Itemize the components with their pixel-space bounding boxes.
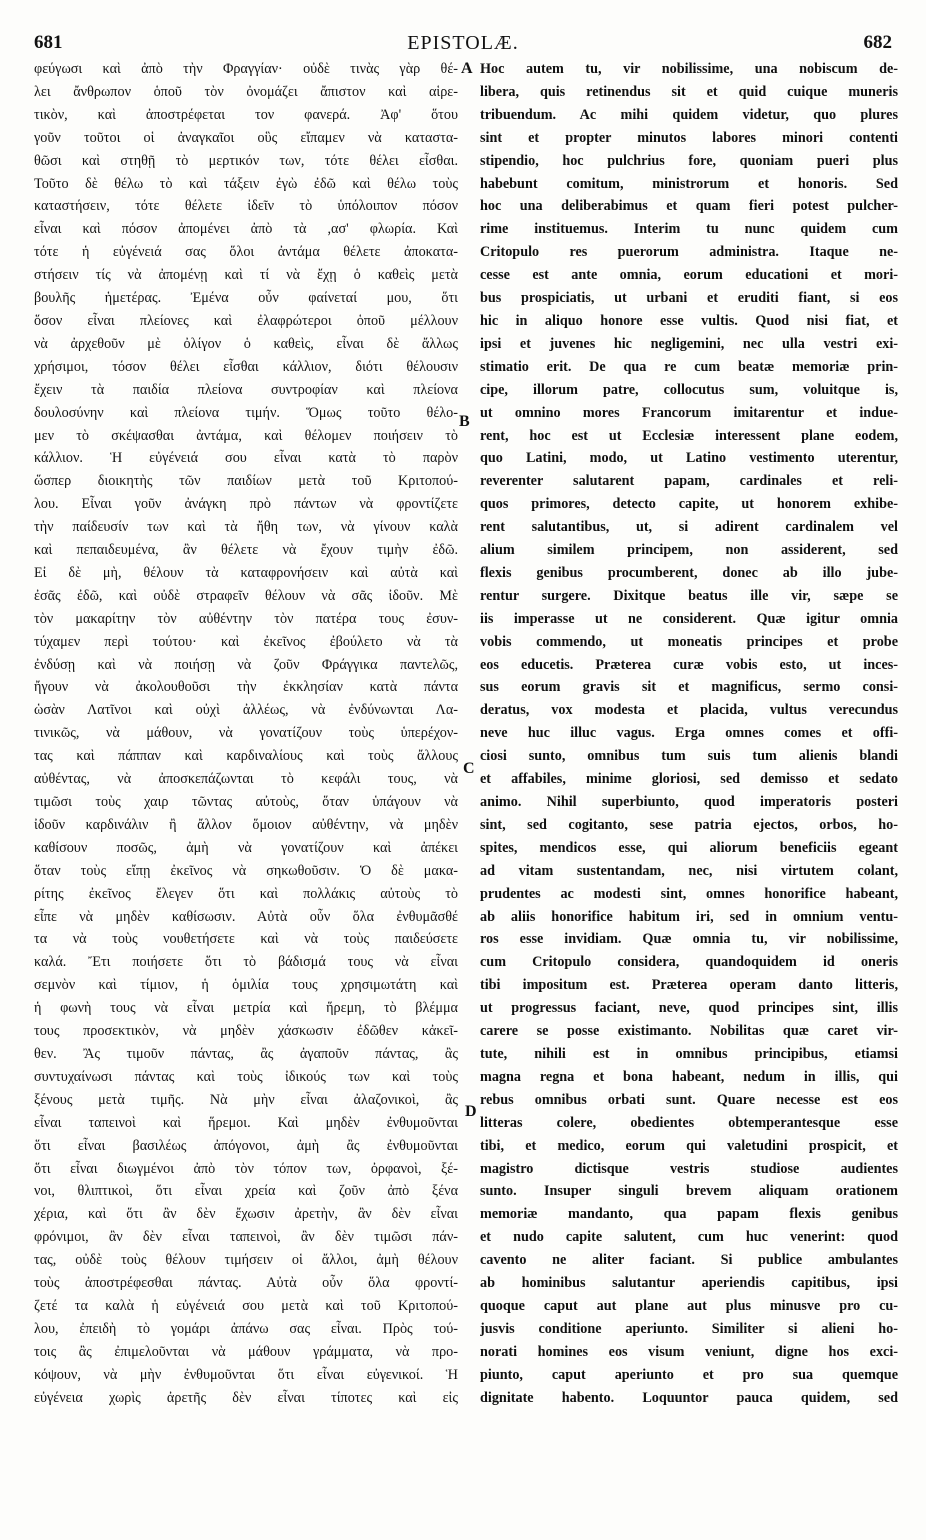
latin-text-line: litteras colere, obedientes obtemperantesque esse <box>480 1114 898 1131</box>
latin-text-line: cipe, illorum patre, collocutus sum, voluitque is, <box>480 381 898 398</box>
latin-text-line: jusvis conditione aperiunto. Similiter si alieni ho- <box>480 1320 898 1337</box>
greek-text-line: γοῦν τοῦτοι οἱ ἀναγκαῖοι οὓς εἴπαμεν νὰ καταστα- <box>34 129 458 146</box>
greek-text-line: τας καὶ πάππαν καὶ καρδιναλίους καὶ τοὺς ἄλλους <box>34 748 458 765</box>
latin-text-line: ros esse invidiam. Quæ omnia tu, vir nobilissime, <box>480 931 898 948</box>
latin-text-line: carere se posse existimanto. Nobilitas quæ caret vir- <box>480 1023 898 1040</box>
latin-text-line: flexis genibus procumberent, donec ab illo jube- <box>480 564 898 581</box>
greek-text-line: ὥσπερ διοικητὴς τῶν παιδίων μετὰ τοῦ Κριτοπού- <box>34 473 458 490</box>
latin-text-line: sint et propter minutos labores minori contenti <box>480 129 898 146</box>
latin-text-line: stimatio erit. De qua re cum beatæ memoriæ prin- <box>480 358 898 375</box>
page-number-left: 681 <box>34 32 63 53</box>
latin-text-line: alium similem principem, non assiderent, sed <box>480 542 898 559</box>
greek-text-line: λου. Εἶναι γοῦν ἀνάγκη πρὸ πάντων νὰ φροντίζετε <box>34 496 458 513</box>
latin-text-line: tribuendum. Ac mihi quidem videtur, quo plures <box>480 106 898 123</box>
greek-text-line: ὅτι εἶναι διωγμένοι ἀπὸ τὸν τόπον των, ὀρφανοὶ, ξέ- <box>34 1160 458 1177</box>
margin-marker-a: A <box>461 60 473 77</box>
latin-text-line: norati homines eos visum veniunt, digne hos exci- <box>480 1343 898 1360</box>
greek-text-line: σεμνὸν καὶ τίμιον, ἡ ὁμιλία τους χρησιμωτάτη καὶ <box>34 977 458 994</box>
latin-text-line: quo Latini, modo, ut Latino vestimento uterentur, <box>480 450 898 467</box>
latin-text-line: hoc una deliberabimus et quam fieri potest pulcher- <box>480 198 898 215</box>
latin-text-line: rent salutantibus, ut, si adirent cardinalem vel <box>480 519 898 536</box>
latin-text-line: rebus omnibus orbati sunt. Quare necesse est eos <box>480 1091 898 1108</box>
latin-text-line: bus prospiciatis, ut urbani et eruditi fiant, si eos <box>480 290 898 307</box>
latin-text-line: et nudo capite salutent, cum huc venerint: quod <box>480 1229 898 1246</box>
latin-text-line: vobis commendo, ut moneatis principes et probe <box>480 633 898 650</box>
latin-text-line: ut progressus faciant, neve, quod principes sint, illis <box>480 1000 898 1017</box>
greek-text-line: συντυχαίνωσι πάντας καὶ τοὺς ἰδικούς των καὶ τοὺς <box>34 1068 458 1085</box>
greek-text-line: χρήσιμοι, τόσον θέλει εἶσθαι κάλλιον, διότι θέλουσιν <box>34 358 458 375</box>
page-header <box>34 32 892 56</box>
greek-text-line: καθίσουν ποσῶς, ἀμὴ νὰ γονατίζουν καὶ ἀπέκει <box>34 839 458 856</box>
latin-text-line: magistro dictisque vestris studiose audientes <box>480 1160 898 1177</box>
greek-text-line: θεν. Ἂς τιμοῦν πάντας, ἂς ἀγαποῦν πάντας, ἂς <box>34 1045 458 1062</box>
page-number-right: 682 <box>863 32 892 53</box>
margin-marker-b: B <box>459 413 470 430</box>
greek-text-line: ἤγουν νὰ ἀκολουθοῦσι τὴν ἐκκλησίαν κατὰ πάντα <box>34 679 458 696</box>
latin-text-line: rentur surgere. Dixitque beatus ille vir, sæpe se <box>480 587 898 604</box>
greek-text-line: τοὺς ἀποστρέφεσθαι πάντας. Αὐτὰ οὖν ὅλα φροντί- <box>34 1275 458 1292</box>
latin-text-line: ciosi sunto, omnibus tum suis tum alienis blandi <box>480 748 898 765</box>
latin-text-line: et affabiles, minime gloriosi, sed demisso et sedato <box>480 771 898 788</box>
latin-text-line: prudentes ac modesti sint, omnes honorifice habeant, <box>480 885 898 902</box>
latin-text-line: rent, hoc est ut Ecclesiæ interessent plane eodem, <box>480 427 898 444</box>
latin-text-line: libera, quis retinendus sit et quid cuique muneris <box>480 83 898 100</box>
greek-text-line: Εἰ δὲ μὴ, θέλουν τὰ καταφρονήσειν καὶ αὐτὰ καὶ <box>34 564 458 581</box>
greek-text-line: αὐθέντας, νὰ ἀποσκεπάζωνται τὸ κεφάλι τους, νὰ <box>34 771 458 788</box>
greek-text-line: τιμῶσι τοὺς χαιρ τῶντας αὐτοὺς, ὅταν ὑπάγουν νὰ <box>34 794 458 810</box>
latin-text-line: dignitate habento. Loquuntor pauca quidem, sed <box>480 1389 898 1406</box>
greek-text-line: καταστήσειν, τότε θέλετε ἰδεῖν τὸ ὑπόλοιπον πόσον <box>34 198 458 215</box>
greek-text-line: εἶπε νὰ μηδὲν καθίσωσιν. Αὐτὰ οὖν ὅλα ἐνθυμᾶσθέ <box>34 908 458 925</box>
greek-text-line: ἰδοῦν καρδινάλιν ἢ ἄλλον ὅμοιον αὐθέντην, νὰ μηδὲν <box>34 816 458 833</box>
greek-text-line: ὅταν τοὺς εἴπῃ ἐκεῖνος νὰ σηκωθοῦσιν. Ὁ δὲ μακα- <box>34 862 458 879</box>
greek-text-line: τὴν παίδευσίν των καὶ τὰ ἤθη των, νὰ γίνουν καλὰ <box>34 519 458 536</box>
latin-text-line: sint, sed cogitanto, sese patria ejectos, orbos, ho- <box>480 816 898 833</box>
latin-text-line: habebunt comitum, ministrorum et honoris. Sed <box>480 175 898 192</box>
greek-text-line: θῶσι καὶ στηθῇ τὸ μερτικόν των, τότε θέλει εἶσθαι. <box>34 152 458 169</box>
latin-text-line: cum Critopulo considera, quandoquidem id oneris <box>480 954 898 971</box>
greek-text-line: λου, ἐπειδὴ τὸ γομάρι ἀπάνω σας εἶναι. Πρὸς τού- <box>34 1320 458 1337</box>
latin-text-line: magna regna et bona habeant, nedum in illis, qui <box>480 1068 898 1085</box>
greek-text-line: εἶναι καὶ πόσον ἀπομένει ἀπὸ τὰ ,ασ' φλωρία. Καὶ <box>34 221 458 238</box>
greek-text-line: κάλλιον. Ἡ εὐγένειά σου εἶναι κατὰ τὸ παρὸν <box>34 450 458 467</box>
latin-text-line: eos educetis. Præterea curæ vobis esto, ut inces- <box>480 656 898 673</box>
greek-text-line: τότε ἡ εὐγένειά σας ὅλοι ἀντάμα θέλετε ἀποκατα- <box>34 244 458 261</box>
margin-marker-d: D <box>465 1103 477 1120</box>
greek-text-line: κόψουν, νὰ μὴν ἐνθυμοῦνται ὅτι εἶναι εὐγενικοί. Ἡ <box>34 1366 458 1383</box>
latin-text-line: ut omnino mores Francorum imitarentur et indue- <box>480 404 898 421</box>
greek-text-line: τὸν μακαρίτην τὸν αὐθέντην τὸν πατέρα τους ἐσυν- <box>34 610 458 627</box>
greek-text-line: καλά. Ἔτι ποιήσετε ὅτι τὸ βάδισμά τους νὰ εἶναι <box>34 954 458 971</box>
latin-text-line: sunto. Insuper singuli brevem aliquam orationem <box>480 1183 898 1200</box>
latin-text-line: ab aliis honorifice habitum iri, sed in omnium ventu- <box>480 908 898 925</box>
latin-text-line: Hoc autem tu, vir nobilissime, una nobiscum de- <box>480 61 898 77</box>
greek-text-line: νὰ ἀρχεθοῦν μὲ ὀλίγον ὁ καθεὶς, εἶναι δὲ ἄλλως <box>34 335 458 352</box>
latin-text-line: ab hominibus salutantur aperiendis capitibus, ipsi <box>480 1275 898 1292</box>
latin-text-line: ipsi et juvenes hic negligemini, nec ulla vestri exi- <box>480 335 898 352</box>
greek-text-line: ρίτης ἐκεῖνος ἔλεγεν ὅτι καὶ πολλάκις αὐτοὺς τὸ <box>34 885 458 902</box>
latin-text-line: tute, nihili est in omnibus principibus, etiamsi <box>480 1045 898 1062</box>
latin-text-line: neve huc illuc vagus. Erga omnes comes et offi- <box>480 725 898 742</box>
greek-text-line: ὅτι εἶναι βασιλέως ἀπόγονοι, ἀμὴ ἂς ἐνθυμοῦνται <box>34 1137 458 1154</box>
greek-text-line: ἔχειν τὰ παιδία πλείονα συντροφίαν καὶ πλείονα <box>34 381 458 398</box>
greek-text-line: εἶναι ταπεινοὶ καὶ ἥρεμοι. Καὶ μηδὲν ἐνθυμοῦνται <box>34 1114 458 1131</box>
latin-text-column <box>480 58 898 1409</box>
greek-text-line: τας, οὐδὲ τοὺς θέλουν τιμήσειν οἱ ἄλλοι, ἀμὴ θέλουν <box>34 1252 458 1269</box>
latin-text-line: rime instituemus. Interim tu nunc quidem cum <box>480 221 898 238</box>
greek-text-line: νοι, θλιπτικοὶ, ὅτι εἶναι χρεία καὶ ζοῦν ἀπὸ ξένα <box>34 1183 458 1200</box>
latin-text-line: piunto, caput aperiunto et pro sua quemque <box>480 1366 898 1383</box>
latin-text-line: cesse est ante omnia, eorum educationi et mori- <box>480 267 898 284</box>
latin-text-line: deratus, vox modesta et placida, vultus verecundus <box>480 702 898 719</box>
latin-text-line: iis imperasse ut ne considerent. Quæ igitur omnia <box>480 610 898 627</box>
latin-text-line: animo. Nihil superbiunto, quod imperatoris posteri <box>480 794 898 810</box>
greek-text-line: ἐσᾶς ἐδῶ, καὶ οὐδὲ στραφεῖν θέλουν νὰ σᾶς ἰδοῦν. Μὲ <box>34 587 458 604</box>
margin-marker-c: C <box>463 760 475 777</box>
greek-text-line: λει ἄνθρωπον ὁποῦ τὸν ὀνομάζει ἄπιστον καὶ αἱρε- <box>34 83 458 100</box>
greek-text-line: τα νὰ τοὺς νουθετήσετε καὶ νὰ τοὺς παιδεύσετε <box>34 931 458 948</box>
latin-text-line: hic in aliquo honore esse vultis. Quod nisi fiat, et <box>480 312 898 329</box>
greek-text-line: ζετέ τα καλὰ ἡ εὐγένειά σου μετὰ καὶ τοῦ Κριτοπού- <box>34 1297 458 1314</box>
greek-text-line: εὐγένεια χωρὶς ἀρετῆς δὲν εἶναι τίποτες καὶ εἰς <box>34 1389 458 1406</box>
greek-text-line: τινικῶς, νὰ μάθουν, νὰ γονατίζουν τοὺς ὑπερέχον- <box>34 725 458 742</box>
latin-text-line: spites, mendicos esse, qui aliorum beneficiis egeant <box>480 839 898 856</box>
greek-text-line: καὶ πεπαιδευμένα, ἂν θέλετε νὰ ἔχουν τιμὴν ἐδῶ. <box>34 542 458 559</box>
greek-text-line: ξένους μετὰ τιμῆς. Νὰ μὴν εἶναι ἀλαζονικοὶ, ἂς <box>34 1091 458 1108</box>
latin-text-line: ad vitam sustentandam, nec, nisi virtutem colant, <box>480 862 898 879</box>
latin-text-line: reverenter salutarent papam, cardinales et reli- <box>480 473 898 490</box>
latin-text-line: tibi, et medico, eorum qui valetudini prospicit, et <box>480 1137 898 1154</box>
greek-text-line: τύχαμεν περὶ τούτου· καὶ ἐκεῖνος ἐβούλετο νὰ τὰ <box>34 633 458 650</box>
greek-text-line: ἡ φωνὴ τους νὰ εἶναι μετρία καὶ ἥρεμη, τὸ βλέμμα <box>34 1000 458 1017</box>
greek-text-line: μεν τὸ σκέψασθαι ἀντάμα, καὶ θέλομεν ποιήσειν τὸ <box>34 427 458 444</box>
latin-text-line: stipendio, hoc pulchrius fore, quoniam pueri plus <box>480 152 898 169</box>
greek-text-line: ἐνδύσῃ καὶ νὰ ποιήσῃ νὰ ζοῦν Φράγγικα παντελῶς, <box>34 656 458 673</box>
greek-text-line: τους προσεκτικὸν, νὰ μηδὲν χάσκωσιν ἐδῶθεν κἀκεῖ- <box>34 1023 458 1040</box>
greek-text-line: φεύγωσι καὶ ἀπὸ τὴν Φραγγίαν· οὐδὲ τινὰς γὰρ θέ- <box>34 61 458 77</box>
latin-text-line: Critopulo res puerorum administra. Itaque ne- <box>480 244 898 261</box>
greek-text-line: ὡσὰν Λατῖνοι καὶ οὐχὶ ἀλλέως, νὰ ἐνδύνωνται Λα- <box>34 702 458 719</box>
latin-text-line: cavento ne aliter faciant. Si publice ambulantes <box>480 1252 898 1269</box>
greek-text-line: δουλοσύνην καὶ πλείονα τιμήν. Ὅμως τοῦτο θέλο- <box>34 404 458 421</box>
latin-text-line: quoque caput aut plane aut plus minusve pro cu- <box>480 1297 898 1314</box>
greek-text-line: στήσειν τίς νὰ ἀπομένῃ καὶ τί νὰ ἔχῃ ὁ καθεὶς μετὰ <box>34 267 458 284</box>
greek-text-column <box>34 58 458 1409</box>
latin-text-line: memoriæ mandanto, qua papam flexis genibus <box>480 1206 898 1223</box>
greek-text-line: Τοῦτο δὲ θέλω τὸ καὶ τάξειν ἐγὼ ἐδῶ καὶ θέλω τοὺς <box>34 175 458 192</box>
latin-text-line: quos primores, detecto capite, ut honorem exhibe- <box>480 496 898 513</box>
latin-text-line: sus eorum gravis sit et magnificus, sermo consi- <box>480 679 898 696</box>
greek-text-line: βουλῆς ἡμετέρας. Ἐμένα οὖν φαίνεταί μου, ὅτι <box>34 290 458 307</box>
latin-text-line: tibi impositum est. Præterea operam danto litteris, <box>480 977 898 994</box>
greek-text-line: τοις ἂς ἐπιμελοῦνται νὰ μάθουν γράμματα, νὰ προ- <box>34 1343 458 1360</box>
greek-text-line: τικὸν, καὶ ἀποστρέφεται τον φανερά. Ἀφ' ὅτου <box>34 106 458 123</box>
greek-text-line: ὅσον εἶναι πλείονες καὶ ἐλαφρώτεροι ὁποῦ μέλλουν <box>34 312 458 329</box>
greek-text-line: φρόνιμοι, ἂν δὲν εἶναι ταπεινοὶ, ἂν δὲν τιμῶσι πάν- <box>34 1229 458 1246</box>
greek-text-line: χέρια, καὶ ὅτι ἂν δὲν ἔχωσιν ἀρετὴν, ἂν δὲν εἶναι <box>34 1206 458 1223</box>
running-title: EPISTOLÆ. <box>407 32 519 54</box>
